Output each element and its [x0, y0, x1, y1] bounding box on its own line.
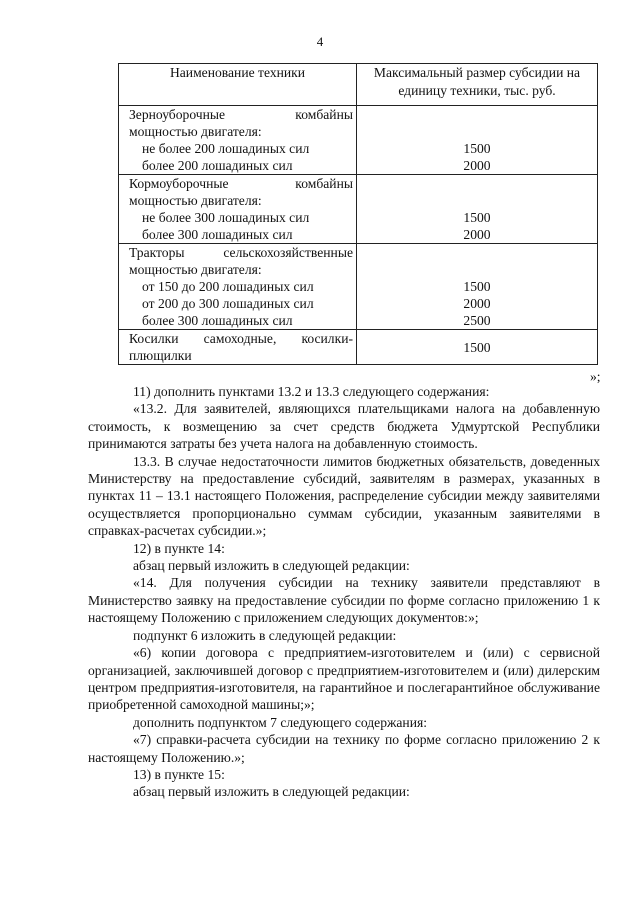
paragraph: дополнить подпунктом 7 следующего содержания: — [133, 714, 428, 730]
item-label: от 200 до 300 лошадиных сил — [142, 296, 314, 311]
paragraph: 13.3. В случае недостаточности лимитов бюджетных обязательств, доведенных Министерству на предоставление субсидий, заявителям в размерах, указанных в пунктах 11 – 13.1 настоящего Положения, распределение субсидии между заявителями осуществляется пропорционально суммам субсидии, указанным заявителями в справках-расчетах субсидии.»; — [88, 453, 600, 539]
table-row — [119, 175, 598, 244]
item-label: более 200 лошадиных сил — [142, 158, 293, 173]
paragraph: «14. Для получения субсидии на технику заявители представляют в Министерство заявку на предоставление субсидии по форме согласно приложению 1 к настоящему Положению с приложением следующих документов:»; — [88, 575, 600, 626]
item-value: 1500 — [463, 339, 491, 355]
group-title: Тракторы сельскохозяйственные — [129, 245, 353, 260]
item-label: не более 300 лошадиных сил — [142, 210, 310, 225]
item-label: от 150 до 200 лошадиных сил — [142, 279, 314, 294]
paragraph: 12) в пункте 14: — [133, 540, 225, 556]
item-value: 2000 — [463, 296, 491, 311]
group-title: Зерноуборочные комбайны — [129, 107, 353, 122]
page-number: 4 — [316, 34, 324, 49]
item-value: 2500 — [463, 313, 491, 328]
item-value: 1500 — [463, 279, 491, 294]
item-label: более 300 лошадиных сил — [142, 313, 293, 328]
item-label: более 300 лошадиных сил — [142, 227, 293, 242]
table-header-row — [119, 64, 598, 106]
paragraph: «6) копии договора с предприятием-изготовителем и (или) с сервисной организацией, заключившей договор с предприятием-изготовителем и (или) дилерским центром предприятия-изготовителя, на гарантийное и послегарантийное обслуживание приобретенной самоходной машины;»; — [88, 645, 600, 713]
paragraph: «7) справки-расчета субсидии на технику по форме согласно приложению 2 к настоящему Положению.»; — [88, 732, 600, 765]
header-name: Наименование техники — [119, 64, 357, 106]
item-value: 2000 — [463, 158, 491, 173]
paragraph: 11) дополнить пунктами 13.2 и 13.3 следующего содержания: — [133, 384, 490, 399]
header-max-subsidy: Максимальный размер субсидии на единицу техники, тыс. руб. — [357, 64, 598, 106]
group-subtitle: мощностью двигателя: — [129, 193, 262, 208]
group-subtitle: плющилки — [129, 348, 192, 363]
group-title: Косилки самоходные, косилки- — [129, 331, 353, 346]
item-value: 1500 — [463, 210, 491, 225]
table-row — [119, 330, 598, 365]
group-subtitle: мощностью двигателя: — [129, 124, 262, 139]
paragraph: 13) в пункте 15: — [133, 766, 225, 782]
paragraph: абзац первый изложить в следующей редакции: — [133, 558, 410, 574]
amendment-text — [88, 383, 600, 801]
paragraph: подпункт 6 изложить в следующей редакции: — [133, 627, 397, 643]
item-value: 2000 — [463, 227, 491, 242]
paragraph: абзац первый изложить в следующей редакции: — [133, 784, 410, 800]
table-row — [119, 106, 598, 175]
table-row — [119, 244, 598, 330]
item-label: не более 200 лошадиных сил — [142, 141, 310, 156]
subsidy-table — [118, 63, 598, 365]
group-title: Кормоуборочные комбайны — [129, 176, 353, 191]
table-closing-quote: »; — [590, 369, 601, 384]
group-subtitle: мощностью двигателя: — [129, 262, 262, 277]
item-value: 1500 — [463, 141, 491, 156]
paragraph: «13.2. Для заявителей, являющихся плательщиками налога на добавленную стоимость, к возмещению за счет средств бюджета Удмуртской Республики принимаются затраты без учета налога на добавленную стоимость. — [88, 401, 600, 452]
